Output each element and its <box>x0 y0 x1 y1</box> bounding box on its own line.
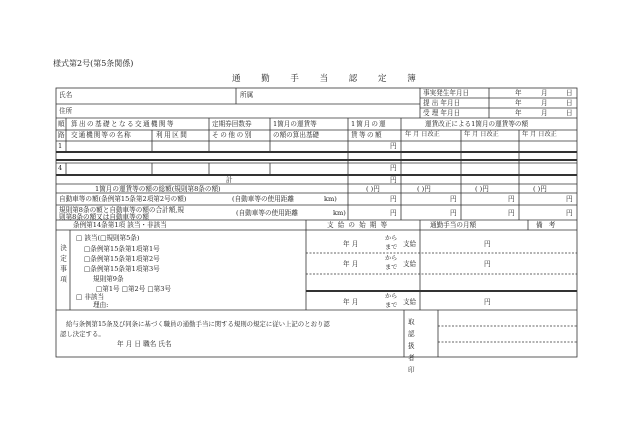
decision-note-header: 備 考 <box>536 221 558 229</box>
submit-date-label: 提 出 年月日 <box>423 99 461 107</box>
num-col-top: 順 <box>58 120 65 128</box>
rule8-yen-4: 円 <box>566 209 573 217</box>
revision-cell-3: 年 月 日改正 <box>522 131 557 138</box>
event-date-label: 事実発生年月日 <box>423 89 470 97</box>
rule8-yen-1: 円 <box>390 209 397 217</box>
receipt-date-label: 受 理 年月日 <box>423 109 461 117</box>
period-3-year-month: 年 月 <box>343 298 359 306</box>
monthly-total-paren-1: ( )円 <box>366 185 380 193</box>
monthly-total-paren-3: ( )円 <box>475 185 489 193</box>
period-1-yen: 円 <box>484 240 491 248</box>
period-2-yen: 円 <box>484 260 491 268</box>
rule8-yen-2: 円 <box>450 209 457 217</box>
ordinance-item-1[interactable]: □条例第15条第1項第1号 <box>84 245 160 253</box>
period-2-from: から <box>385 255 398 262</box>
monthly-amount-bottom: 賃等の額 <box>351 131 383 139</box>
revision-cell-2: 年 月 日改正 <box>464 131 499 138</box>
revision-header: 運賃改正による1箇月の運賃等の額 <box>425 120 529 128</box>
basis-header: 算出の基礎となる交通機関等 <box>71 120 175 128</box>
rule8-line-1: 規則第8条の額と自動車等の額の合計額,規 <box>59 206 184 214</box>
period-3-from: から <box>385 293 398 300</box>
car-distance-label: (自動車等の使用距離 <box>232 195 294 203</box>
period-3-to: まで <box>385 302 398 309</box>
date-month-3: 月 <box>541 109 548 117</box>
period-3-yen: 円 <box>484 298 491 306</box>
ordinance-item-3[interactable]: □条例第15条第1項第3号 <box>84 265 160 273</box>
not-applicable-checkbox[interactable]: □ 非該当 <box>76 293 105 301</box>
pass-header-top: 定期券回数券 <box>212 120 252 128</box>
date-year-2: 年 <box>515 99 522 107</box>
date-month-1: 月 <box>541 89 548 97</box>
period-2-year-month: 年 月 <box>343 260 359 268</box>
rule9-label: 規則第9条 <box>93 275 124 283</box>
total-yen: 円 <box>390 176 397 184</box>
name-label: 氏名 <box>59 91 73 99</box>
date-year-3: 年 <box>515 109 522 117</box>
address-label: 住所 <box>59 107 73 115</box>
decision-clause-header: 条例第14条第1項 該当・非該当 <box>73 221 167 229</box>
row-4-yen: 円 <box>390 164 397 172</box>
applicable-checkbox[interactable]: □ 該当(□規則第5条) <box>76 234 140 242</box>
num-col-bottom: 路 <box>58 131 65 139</box>
car-amount-label: 自動車等の額(条例第15条第2項第2号の額) <box>59 195 187 203</box>
statement-date-line: 年 月 日 職名 氏名 <box>117 340 172 348</box>
date-day-3: 日 <box>566 109 573 117</box>
period-1-from: から <box>385 235 398 242</box>
ordinance-item-2[interactable]: □条例第15条第1項第2号 <box>84 255 160 263</box>
row-4-number: 4 <box>58 164 63 172</box>
rule8-line-2: 則第8条の額又は自動車等の額 <box>59 213 149 221</box>
period-3-pay: 支給 <box>403 298 417 306</box>
basis-name-header: 交通機関等の名称 <box>71 131 132 139</box>
monthly-amount-top: 1箇月の運 <box>351 120 387 128</box>
car-km-label: km) <box>324 195 337 203</box>
approver-stamp-label: 取 認 扱 者 印 <box>408 318 419 374</box>
reason-label: 理由: <box>93 301 109 309</box>
car-km-label-2: km) <box>333 209 346 217</box>
rule9-items[interactable]: □第1号 □第2号 □第3号 <box>96 285 172 293</box>
decision-amount-header: 通勤手当の月額 <box>430 221 477 229</box>
pass-header-bottom: その他の別 <box>212 131 253 139</box>
form-title: 通 勤 手 当 認 定 簿 <box>232 74 425 84</box>
date-month-2: 月 <box>541 99 548 107</box>
decision-period-header: 支 給 の 始 期 等 <box>327 221 389 229</box>
total-label: 計 <box>226 176 233 184</box>
statement-line-2: 認し決定する。 <box>60 330 105 338</box>
monthly-basis-top: 1箇月の運賃等 <box>273 120 317 128</box>
dept-label: 所属 <box>240 91 254 99</box>
monthly-total-label: 1箇月の運賃等の額の総額(規則第8条の額) <box>95 185 221 193</box>
period-1-year-month: 年 月 <box>343 240 359 248</box>
monthly-basis-bottom: の額の算出基礎 <box>273 131 320 139</box>
date-day-1: 日 <box>566 89 573 97</box>
car-yen-4: 円 <box>566 195 573 203</box>
car-yen-2: 円 <box>450 195 457 203</box>
car-yen-1: 円 <box>390 195 397 203</box>
basis-section-header: 利用区間 <box>156 131 189 139</box>
decision-vertical-label: 決定事項 <box>58 244 67 287</box>
car-yen-3: 円 <box>508 195 515 203</box>
monthly-total-paren-2: ( )円 <box>417 185 431 193</box>
date-year-1: 年 <box>515 89 522 97</box>
period-2-to: まで <box>385 264 398 271</box>
rule8-yen-3: 円 <box>508 209 515 217</box>
period-1-pay: 支給 <box>403 240 417 248</box>
statement-line-1: 給与条例第15条及び同条に基づく職員の通勤手当に関する規則の規定に従い上記のとおり認 <box>66 320 330 328</box>
car-distance-label-2: (自動車等の使用距離 <box>236 209 298 217</box>
row-1-yen: 円 <box>390 142 397 150</box>
form-number: 様式第2号(第5条関係) <box>53 59 134 68</box>
date-day-2: 日 <box>566 99 573 107</box>
monthly-total-paren-4: ( )円 <box>533 185 547 193</box>
period-1-to: まで <box>385 244 398 251</box>
period-2-pay: 支給 <box>403 260 417 268</box>
revision-cell-1: 年 月 日改正 <box>405 131 440 138</box>
row-1-number: 1 <box>58 142 63 150</box>
